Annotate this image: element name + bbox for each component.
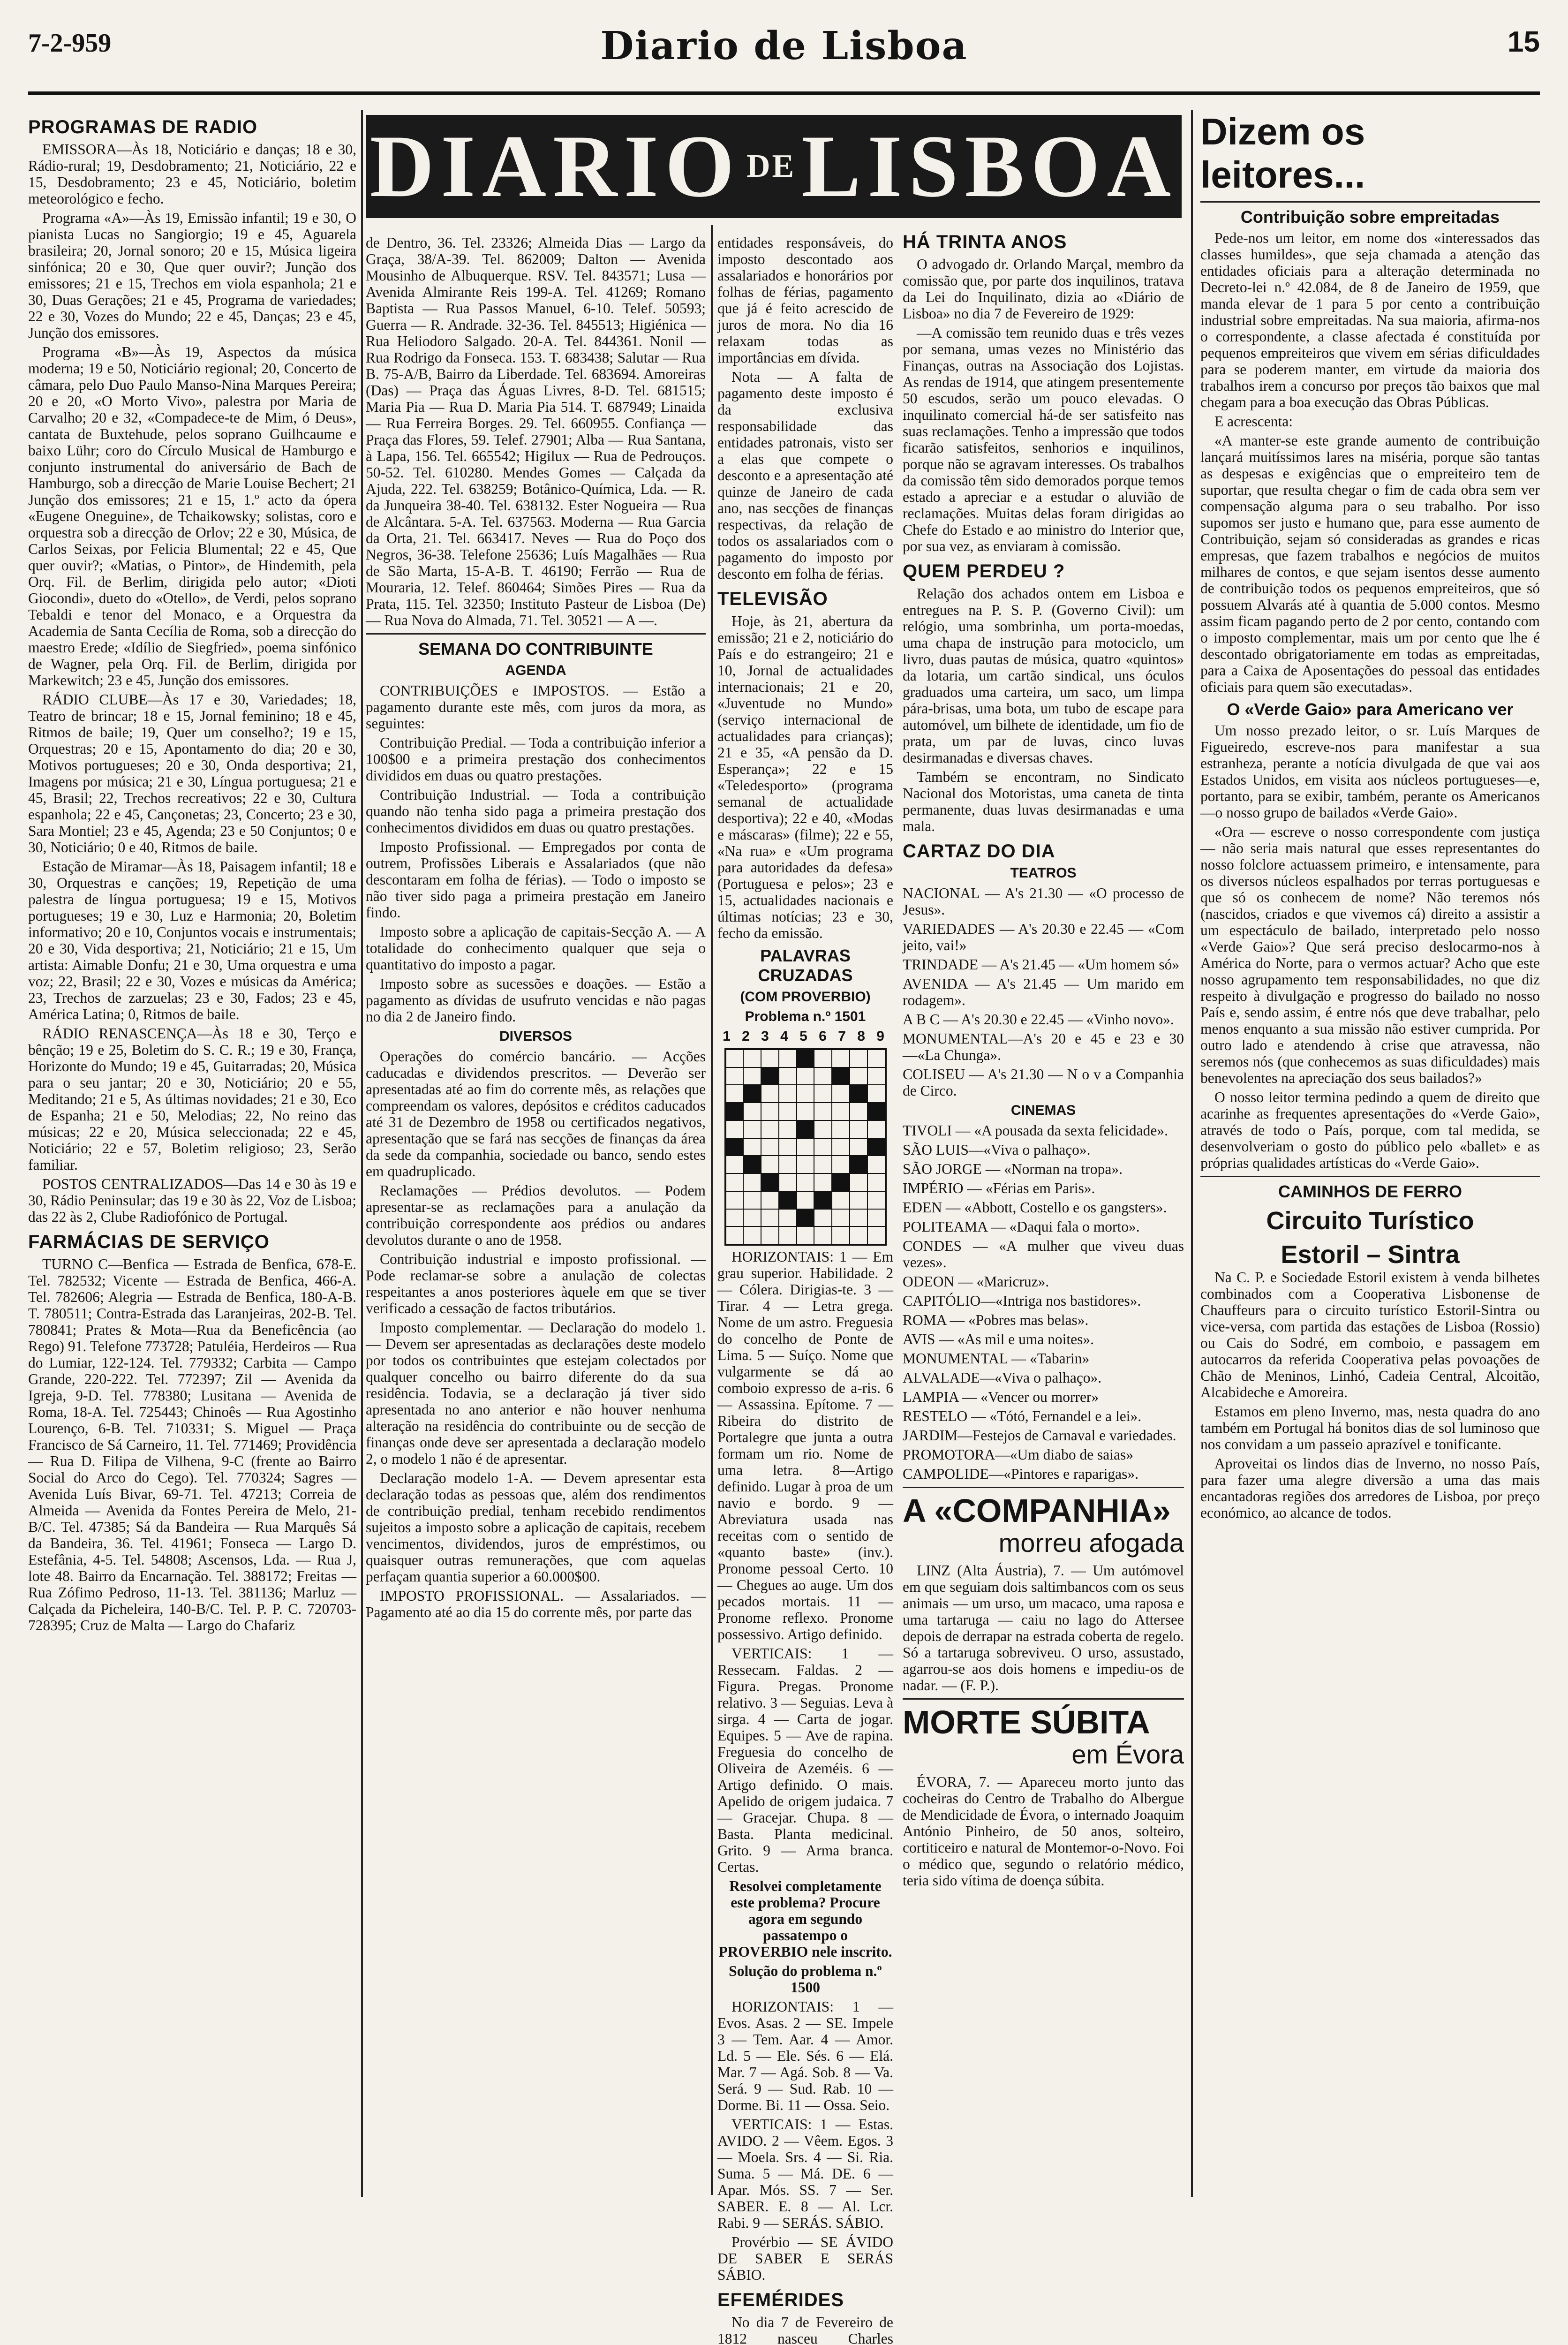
tax-paragraph: Contribuição Predial. — Toda a contribuição inferior a 100$00 e a primeira prestação dos conhecimentos divididos em duas ou quatro prestações. xyxy=(366,734,706,784)
crossword-cell xyxy=(726,1138,744,1156)
listing-cinema: CONDES — «A mulher que viveu duas vezes». xyxy=(903,1238,1184,1271)
crossword-grid xyxy=(724,1048,887,1246)
crossword-cell xyxy=(832,1226,850,1244)
crossword-cell xyxy=(743,1050,761,1067)
crossword-cell xyxy=(761,1085,779,1103)
tax-note: Nota — A falta de pagamento deste imposto é da exclusiva responsabilidade das entidades patronais, visto ser a elas que compete o desconto e a apresentação até quinze de Janeiro de cada ano, nas secções de finanças respectivas, da relação de todos os assalariados com o pagamento do imposto por desconto em folha de férias. xyxy=(717,369,893,582)
crossword-cell xyxy=(779,1050,797,1067)
crossword-cell xyxy=(743,1173,761,1191)
crossword-cell xyxy=(779,1226,797,1244)
listing-cinema: LAMPIA — «Vencer ou morrer» xyxy=(903,1389,1099,1405)
crossword-columns: 1 2 3 4 5 6 7 8 9 xyxy=(723,1029,888,1044)
crossword-cell xyxy=(743,1156,761,1173)
crossword-cell xyxy=(726,1156,744,1173)
crossword-cell xyxy=(867,1209,885,1227)
crossword-cell xyxy=(761,1067,779,1085)
column-divider xyxy=(1191,110,1193,2197)
crossword-solution-horizontals: HORIZONTAIS: 1 — Evos. Asas. 2 — SE. Impele 3 — Tem. Aar. 4 — Amor. Ld. 5 — Ele. Sés. 6 — Elá. Mar. 7 — Agá. Sob. 8 — Va. Será. 9 — Sud. Rab. 10 — Dorme. Bi. 11 — Ossa. Seio. xyxy=(717,1998,893,2113)
section-title-30-anos: HÁ TRINTA ANOS xyxy=(903,232,1067,252)
headline-morte-subita: MORTE SÚBITA xyxy=(903,1704,1150,1740)
listing-teatro: VARIEDADES — A's 20.30 e 22.45 — «Com jeito, vai!» xyxy=(903,921,1184,953)
section-title-dizem-leitores: Dizem os leitores... xyxy=(1200,111,1365,196)
tax-paragraph: CONTRIBUIÇÕES e IMPOSTOS. — Estão a pagamento durante este mês, com juros da mora, as seguintes: xyxy=(366,682,706,732)
listing-cinema: SÃO JORGE — «Norman na tropa». xyxy=(903,1161,1123,1177)
crossword-cell xyxy=(814,1173,832,1191)
train-paragraph: Aproveitai os lindos dias de Inverno, no nosso País, para fazer uma alegre diversão a uma das mais encantadoras regiões dos arredores de Lisboa, por preço económico, ao alcance de todos. xyxy=(1200,1455,1540,1521)
news-paragraph: Relação dos achados ontem em Lisboa e entregues na P. S. P. (Governo Civil): um relógio, uma sombrinha, um porta-moedas, uma chapa de instrução para motociclo, um livro, duas pautas de música, quatro «quintos» da lotaria, um cartão sindical, uns óculos graduados uma carteira, um saco, um limpa pára-brisas, uma bota, um tubo de escape para automóvel, um bilhete de identidade, um fio de prata, um par de luvas, cinco luvas desirmanadas e diversas chaves. xyxy=(903,585,1184,766)
crossword-cell xyxy=(743,1103,761,1120)
listing-cinema: ROMA — «Pobres mas belas». xyxy=(903,1312,1089,1328)
headline-companhia: A «COMPANHIA» xyxy=(903,1492,1171,1529)
page-date: 7-2-959 xyxy=(28,29,112,58)
divider xyxy=(903,1698,1184,1700)
crossword-cell xyxy=(743,1120,761,1138)
crossword-cell xyxy=(761,1120,779,1138)
radio-paragraph: RÁDIO CLUBE—Às 17 e 30, Variedades; 18, Teatro de brincar; 18 e 15, Jornal feminino; 18 e 45, Ritmos de baile; 19, Quer um conselho?; 19 e 15, Orquestras; 20 e 15, Apontamento do dia; 20 e 30, Motivos portugueses; 20 e 30, Onda desportiva; 21, Imagens por música; 21 e 30, Língua portuguesa; 21 e 45, Brasil; 22, Trechos recreativos; 22 e 30, Cultura espanhola; 22 e 45, Cançonetas; 23, Concerto; 23 e 30, Sara Montiel; 23 e 45, Agenda; 23 e 50 Conjuntos; 0 e 30, Noticiário; 0 e 40, Ritmos de baile. xyxy=(28,691,356,855)
crossword-solution-title: Solução do problema n.º 1500 xyxy=(729,1963,882,1996)
subheadline-companhia: morreu afogada xyxy=(998,1528,1184,1558)
logo-right: LISBOA xyxy=(801,117,1178,216)
section-title-pharmacies: FARMÁCIAS DE SERVIÇO xyxy=(28,1232,270,1252)
article-title-verde-gaio: O «Verde Gaio» para Americano ver xyxy=(1227,700,1514,719)
listing-cinema: PROMOTORA—«Um diabo de saias» xyxy=(903,1446,1134,1463)
crossword-cell xyxy=(814,1209,832,1227)
crossword-proverb: Provérbio — SE ÁVIDO DE SABER E SERÁS SÁBIO. xyxy=(717,2234,893,2283)
listing-teatro: AVENIDA — A's 21.45 — Um marido em rodagem». xyxy=(903,976,1184,1008)
crossword-cell xyxy=(797,1085,814,1103)
crossword-cell xyxy=(832,1050,850,1067)
crossword-cell xyxy=(761,1209,779,1227)
crossword-cell xyxy=(743,1138,761,1156)
crossword-cell xyxy=(743,1209,761,1227)
crossword-cell xyxy=(797,1138,814,1156)
listing-cinema: AVIS — «As mil e uma noites». xyxy=(903,1331,1094,1347)
crossword-cell xyxy=(850,1173,867,1191)
news-paragraph: O advogado dr. Orlando Marçal, membro da comissão que, por parte dos inquilinos, tratava da Lei do Inquilinato, dizia ao «Diário de Lisboa» no dia 7 de Fevereiro de 1929: xyxy=(903,256,1184,322)
tax-paragraph: Imposto sobre a aplicação de capitais-Secção A. — A totalidade do conhecimento qualquer que seja o quantitativo do imposto a pagar. xyxy=(366,923,706,973)
radio-paragraph: Estação de Miramar—Às 18, Paisagem infantil; 18 e 30, Orquestras e canções; 19, Repetição de uma palestra de língua portuguesa; 19 e 15, Motivos portugueses; 19 e 30, Luz e Harmonia; 20, Boletim informativo; 20 e 10, Conjuntos vocais e instrumentais; 20 e 30, Vida desportiva; 21, Noticiário; 21 e 15, Um artista: Aimable Donfu; 21 e 30, Uma orquestra e uma voz; 22, Brasil; 22 e 30, Vozes e músicas da América; 23, Trechos de zarzuelas; 23 e 30, Fados; 23 e 45, América Latina; 0, Ritmos de baile. xyxy=(28,858,356,1022)
crossword-cell xyxy=(832,1067,850,1085)
train-paragraph: Estamos em pleno Inverno, mas, nesta quadra do ano também em Portugal há bonitos dias de sol luminoso que nos convidam a um passeio aprazível e tonificante. xyxy=(1200,1403,1540,1452)
crossword-cell xyxy=(779,1138,797,1156)
crossword-cell xyxy=(814,1050,832,1067)
crossword-cell xyxy=(726,1103,744,1120)
listing-cinema: POLITEAMA — «Daqui fala o morto». xyxy=(903,1218,1140,1235)
crossword-cell xyxy=(726,1050,744,1067)
crossword-cell xyxy=(850,1120,867,1138)
crossword-cell xyxy=(797,1226,814,1244)
crossword-cell xyxy=(726,1120,744,1138)
listing-teatro: NACIONAL — A's 21.30 — «O processo de Jesus». xyxy=(903,885,1184,918)
letter-paragraph: «A manter-se este grande aumento de contribuição lançará muitíssimos lares na miséria, porque são tantas as despesas e exigências que o empreiteiro tem de suportar, que resulta chegar o fim de cada obra sem ver compensação alguma para o seu trabalho. Por isso supomos ser justo e humano que, para esse aumento de Contribuição, sejam só consideradas as grandes e ricas empresas, que fazem trabalhos e negócios de muitos milhares de contos, e que sejam isentos desse aumento de contribuição todos os pequenos empreiteiros, que só possuem Alvarás até à quantia de 5.000 contos. Mesmo assim ficam pagando perto de 2 por cento, contando com o imposto complementar, mais um por cento que lhe é descontado obrigatoriamente em todas as empreitadas, para a Caixa de Aposentações do pessoal das entidades oficiais para quem são executadas». xyxy=(1200,432,1540,695)
listing-cinema: ALVALADE—«Viva o palhaço». xyxy=(903,1369,1102,1386)
crossword-cell xyxy=(867,1067,885,1085)
crossword-cell xyxy=(761,1050,779,1067)
listing-cinema: EDEN — «Abbott, Costello e os gangsters». xyxy=(903,1199,1167,1216)
divider xyxy=(903,1487,1184,1488)
masthead: Diario de Lisboa xyxy=(600,23,968,68)
diversos-paragraph: IMPOSTO PROFISSIONAL. — Assalariados. — Pagamento até ao dia 15 do corrente mês, por parte das xyxy=(366,1588,706,1620)
column-radio-pharmacies xyxy=(28,110,356,1636)
crossword-cell xyxy=(832,1156,850,1173)
tax-paragraph: Imposto Profissional. — Empregados por conta de outrem, Profissões Liberais e Assalariados (que não descontaram em folha de férias). — Todo o imposto se não tiver sido paga a primeira prestação em Janeiro findo. xyxy=(366,839,706,921)
crossword-cell xyxy=(832,1120,850,1138)
crossword-cell xyxy=(797,1209,814,1227)
section-title-tv: TELEVISÃO xyxy=(717,589,828,609)
listing-cinema: JARDIM—Festejos de Carnaval e variedades. xyxy=(903,1427,1176,1444)
crossword-cell xyxy=(832,1085,850,1103)
crossword-cell xyxy=(779,1103,797,1120)
listing-teatro: COLISEU — A's 21.30 — N o v a Companhia de Circo. xyxy=(903,1066,1184,1099)
crossword-cell xyxy=(797,1103,814,1120)
subtitle-diversos: DIVERSOS xyxy=(499,1029,573,1044)
crossword-cell xyxy=(779,1120,797,1138)
radio-paragraph: Programa «B»—Às 19, Aspectos da música moderna; 19 e 50, Noticiário regional; 20, Concerto de câmara, pelo Duo Paulo Manso-Nina Marques Pereira; 20 e 20, «O Morto Vivo», palestra por Maria de Carvalho; 20 e 32, «Compadece-te de Mim, ó Deus», cantata de Buxtehude, pelos soprano Guilhcaume e baixo Lühr; coro do Círculo Musical de Hamburgo e conjunto instrumental do aniversário de Bach de Hamburgo, sob a direcção de Marie Louise Bechert; 21 Junção dos emissores; 21 e 15, 1.º acto da ópera «Eugene Oneguine», de Tchaikowsky; solistas, coro e orquestra sob a direcção de Orlov; 22 e 30, Música, de Carlos Seixas, por Felicia Blumental; 22 e 45, Que quer ouvir?; «Matias, o Pintor», de Hindemith, pela Orq. Fil. de Berlim, dirigida pelo autor; «Dioti Giocondi», dueto do «Otello», de Verdi, pelos soprano Tebaldi e tenor del Monaco, e a Orquestra da Academia de Santa Cecília de Roma, sob a direcção do maestro Erede; «Idílio de Siegfried», poema sinfónico de Wagner, pela Orq. Fil. de Berlim, dirigida por Markewitch; 23 e 45, Junção dos emissores. xyxy=(28,344,356,688)
tax-paragraph: Imposto sobre as sucessões e doações. — Estão a pagamento as dívidas de usufruto vencidas e não pagas no dia 2 de Janeiro findo. xyxy=(366,976,706,1025)
crossword-cell xyxy=(832,1138,850,1156)
section-title-cartaz: CARTAZ DO DIA xyxy=(903,841,1055,862)
section-title-caminhos-ferro: CAMINHOS DE FERRO xyxy=(1278,1182,1462,1201)
crossword-cell xyxy=(867,1226,885,1244)
listing-cinema: SÃO LUIS—«Viva o palhaço». xyxy=(903,1142,1091,1158)
page-number: 15 xyxy=(1508,26,1540,58)
newspaper-logo xyxy=(366,115,1182,218)
crossword-cell xyxy=(814,1138,832,1156)
subtitle-agenda: AGENDA xyxy=(505,663,566,678)
crossword-cell xyxy=(814,1085,832,1103)
crossword-title: PALAVRAS CRUZADAS xyxy=(758,946,853,985)
crossword-cell xyxy=(779,1085,797,1103)
crossword-cell xyxy=(850,1156,867,1173)
news-paragraph: Também se encontram, no Sindicato Nacional dos Motoristas, uma caneta de tinta permanente, duas luvas desirmanadas e uma mala. xyxy=(903,769,1184,834)
subtitle-cinemas: CINEMAS xyxy=(1010,1103,1076,1118)
crossword-cell xyxy=(850,1138,867,1156)
letter-paragraph: «Ora — escreve o nosso correspondente com justiça — não seria mais natural que esses representantes do nosso folclore actuassem primeiro, e intensamente, para os diversos núcleos espalhados por terras portuguesas e que só os conhecem de nome? Não teremos nós (nascidos, criados e que vivemos cá) direito a assistir a um espectáculo de bailado, interpretado pelo nosso «Verde Gaio»? Que será preciso deslocarmo-nos à América do Norte, para o vermos actuar? Acho que este nosso agrupamento tem responsabilidades, no que diz respeito à divulgação e progresso do bailado no nosso País e, sendo assim, é entre nós que deve trabalhar, pelo menos enquanto a sua missão não estiver cumprida. Por outro lado e atendendo à crise que atravessa, não seremos nós (que conhecemos as suas dificuldades) mais benevolentes na apreciação dos seus bailados?» xyxy=(1200,824,1540,1086)
listing-cinema: MONUMENTAL — «Tabarin» xyxy=(903,1350,1090,1367)
divider xyxy=(1200,1176,1540,1177)
crossword-cell xyxy=(814,1067,832,1085)
listing-cinema: CAMPOLIDE—«Pintores e raparigas». xyxy=(903,1466,1139,1482)
crossword-cell xyxy=(850,1209,867,1227)
crossword-cell xyxy=(867,1138,885,1156)
crossword-cell xyxy=(867,1085,885,1103)
crossword-cell xyxy=(726,1067,744,1085)
tax-continued: entidades responsáveis, do imposto descontado aos assalariados e honorários por folhas de férias, pagamento que já é feito acrescido de juros de mora. No dia 16 relaxam todas as importâncias em dívida. xyxy=(717,234,893,366)
column-tv-crossword xyxy=(717,234,893,2345)
crossword-cell xyxy=(797,1156,814,1173)
crossword-solution-verticals: VERTICAIS: 1 — Estas. AVIDO. 2 — Vêem. Egos. 3 — Moela. Srs. 4 — Si. Ria. Suma. 5 — Má. DE. 6 — Apar. Mós. SS. 7 — Ser. SABER. E. 8 — Al. Lcr. Rabi. 9 — SERÁS. SÁBIO. xyxy=(717,2116,893,2231)
crossword-cell xyxy=(743,1226,761,1244)
crossword-cell xyxy=(743,1191,761,1209)
pharmacies-paragraph: TURNO C—Benfica — Estrada de Benfica, 678-E. Tel. 782532; Vicente — Estrada de Benfica, 466-A. Tel. 782606; Alegria — Estrada de Benfica, 180-A-B. T. 780511; Contra-Estrada das Laranjeiras, 202-B. Tel. 780841; Prates & Mota—Rua da Beneficência (ao Rego) 91. Telefone 773728; Patuléia, Herdeiros — Rua do Lumiar, 122-124. Tel. 779332; Carbita — Campo Grande, 220-222. Tel. 772397; Zil — Avenida da Igreja, 9-D. Tel. 778380; Lusitana — Avenida de Roma, 18-A. Tel. 725443; Chinoês — Rua Agostinho Lourenço, 6-B. Tel. 710331; S. Miguel — Praça Francisco de Sá Carneiro, 11. Tel. 771469; Providência — Rua D. Filipa de Vilhena, 9-C (frente ao Bairro Social do Arco do Cego). Tel. 770324; Sagres — Avenida Luís Bivar, 69-71. Tel. 47213; Correia de Almeida — Avenida da Fontes Pereira de Melo, 21-B/C. Tel. 47385; Sá da Bandeira — Rua Marquês Sá da Bandeira, 36. Tel. 41961; Fonseca — Largo D. Estefânia, 4-5. Tel. 54808; Ascensos, Lda. — Rua J, lote 48. Bairro da Encarnação. Tel. 388172; Freitas — Rua Zófimo Pedroso, 11-13. Tel. 381136; Marluz — Calçada da Picheleira, 140-B/C. Tel. P. P. C. 720703-728395; Cruz de Malta — Largo do Chafariz xyxy=(28,1256,356,1634)
efemerides-paragraph: No dia 7 de Fevereiro de 1812 nasceu Charles xyxy=(717,2314,893,2345)
crossword-cell xyxy=(850,1085,867,1103)
section-title-contribuinte: SEMANA DO CONTRIBUINTE xyxy=(418,639,653,658)
radio-paragraph: EMISSORA—Às 18, Noticiário e danças; 18 e 30, Rádio-rural; 19, Desdobramento; 21, Noticiário, 22 e 15, Desdobramento; 23 e 45, Noticiário, boletim meteorológico e fecho. xyxy=(28,141,356,207)
logo-de: DE xyxy=(746,148,796,184)
crossword-cell xyxy=(779,1209,797,1227)
pharmacies-continued: de Dentro, 36. Tel. 23326; Almeida Dias — Largo da Graça, 38/A-39. Tel. 862009; Dalton — Avenida Mousinho de Albuquerque. RSV. Tel. 843571; Lusa — Avenida Almirante Reis 199-A. Tel. 41269; Romano Baptista — Rua Passos Manuel, 6-10. Telef. 50593; Guerra — R. Andrade. 32-36. Tel. 845513; Higiénica — Rua Heliodoro Salgado. 20-A. Tel. 844361. Nonil — Rua Rodrigo da Fonseca. 153. T. 683438; Salutar — Rua B. 75-A/B, Bairro da Liberdade. Tel. 683694. Amoreiras (Das) — Praça das Águas Livres, 8-D. Tel. 681515; Maria Pia — Rua D. Maria Pia 514. T. 687949; Linaida — Rua Ferreira Borges. 29. Tel. 660955. Confiança — Praça das Flores, 59. Telef. 27901; Alba — Rua Santana, à Lapa, 156. Tel. 665542; Higilux — Rua de Pedrouços. 50-52. Tel. 610280. Mendes Gomes — Calçada da Ajuda, 222. Tel. 638259; Botânico-Química, Lda. — R. da Junqueira 38-40. Tel. 638132. Ester Nogueira — Rua de Alcântara. 5-A. Tel. 637563. Moderna — Rua Garcia da Orta, 21. Tel. 663417. Neves — Rua do Poço dos Negros, 36-38. Telefone 25636; Luís Magalhães — Rua de São Marta, 15-A-B. T. 46190; Ferrão — Rua de Mouraria, 12. Telef. 860464; Simões Pires — Rua da Prata, 115. Tel. 32350; Instituto Pasteur de Lisboa (De) — Rua Nova do Almada, 71. Tel. 30521 — A —. xyxy=(366,234,706,628)
tax-paragraph: Contribuição Industrial. — Toda a contribuição quando não tenha sido paga a primeira prestação dos conhecimentos divididos em duas ou quatro prestações. xyxy=(366,787,706,836)
crossword-cell xyxy=(726,1191,744,1209)
crossword-cell xyxy=(867,1050,885,1067)
listing-teatro: MONUMENTAL—A's 20 e 45 e 23 e 30—«La Chunga». xyxy=(903,1030,1184,1063)
column-news xyxy=(903,225,1184,1891)
crossword-cell xyxy=(726,1209,744,1227)
crossword-subtitle: (COM PROVERBIO) xyxy=(740,989,871,1005)
listing-cinema: TIVOLI — «A pousada da sexta felicidade». xyxy=(903,1122,1168,1139)
crossword-cell xyxy=(814,1191,832,1209)
column-leitores xyxy=(1200,110,1540,1524)
crossword-cell xyxy=(867,1156,885,1173)
news-paragraph: LINZ (Alta Áustria), 7. — Um autómovel em que seguiam dois saltimbancos com os seus animais — um urso, um macaco, uma raposa e uma tartaruga — caiu no lago do Attersee depois de derrapar na estrada coberta de regelo. Só a tartaruga sobreviveu. O urso, assustado, agarrou-se aos dois homens e impediu-os de nadar. — (F. P.). xyxy=(903,1562,1184,1694)
section-title-efemerides: EFEMÉRIDES xyxy=(717,2290,844,2310)
crossword-cell xyxy=(761,1191,779,1209)
crossword-cell xyxy=(814,1103,832,1120)
letter-paragraph: Pede-nos um leitor, em nome dos «interessados das classes humildes», que seja chamada a atenção das entidades oficiais para a alteração determinada no Decreto-lei n.º 42.084, de 8 de Janeiro de 1959, que manda elevar de 1 para 5 por cento a contribuição industrial sobre empreitadas. Na sua maioria, afirma-nos o correspondente, a classe afectada é constituída por pequenos empreiteiros que vivem em sérias dificuldades para se poderem manter, em virtude da maioria dos trabalhos irem a concurso por preços tão baixos que mal chegam para a boa execução das Obras Públicas. xyxy=(1200,230,1540,410)
crossword-verticals: VERTICAIS: 1 — Ressecam. Faldas. 2 — Figura. Pregas. Pronome relativo. 3 — Seguias. Leva à sirga. 4 — Carta de jogar. Equipes. 5 — Ave de rapina. Freguesia do concelho de Oliveira de Azeméis. 6 — Artigo definido. O mais. Apelido de origem judaica. 7 — Gracejar. Chupa. 8 — Basta. Planta medicinal. Grito. 9 — Arma branca. Certas. xyxy=(717,1645,893,1875)
letter-paragraph: E acrescenta: xyxy=(1214,413,1293,430)
crossword-cell xyxy=(814,1156,832,1173)
diversos-paragraph: Imposto complementar. — Declaração do modelo 1. — Devem ser apresentadas as declarações deste modelo por todos os contribuintes que estejam colectados por qualquer concelho ou bairro diferente do da sua residência. Todavia, se a declaração já tiver sido apresentada no ano anterior e não houver nenhuma alteração na residência do contribuinte ou de secção de finanças onde deve ser apresentada a declaração modelo 2, o modelo 1 não é de apresentar. xyxy=(366,1319,706,1467)
headline-circuito: Circuito Turístico xyxy=(1266,1207,1474,1235)
crossword-horizontals: HORIZONTAIS: 1 — Em grau superior. Habilidade. 2 — Cólera. Dirigias-te. 3 — Tirar. 4 — Letra grega. Nome de um astro. Freguesia do concelho de Ponte de Lima. 5 — Suíço. Nome que vulgarmente se dá ao comboio expresso de a-ris. 6 — Assassina. Epítome. 7 — Ribeira do distrito de Portalegre que junta a outra formam um rio. Nome de uma letra. 8—Artigo definido. Lugar à proa de um navio e bordo. 9 — Abreviatura usada nas receitas com o sentido de «quanto baste» (inv.). Pronome pessoal Certo. 10 — Chegues ao auge. Um dos pecados mortais. 11 — Pronome reflexo. Pronome possessivo. Artigo definido. xyxy=(717,1248,893,1642)
crossword-cell xyxy=(850,1103,867,1120)
crossword-cell xyxy=(761,1156,779,1173)
article-title-contribuicao: Contribuição sobre empreitadas xyxy=(1240,207,1500,227)
crossword-cell xyxy=(832,1173,850,1191)
crossword-cell xyxy=(761,1138,779,1156)
crossword-cell xyxy=(850,1067,867,1085)
listing-teatro: A B C — A's 20.30 e 22.45 — «Vinho novo». xyxy=(903,1011,1174,1028)
crossword-cell xyxy=(779,1156,797,1173)
diversos-paragraph: Reclamações — Prédios devolutos. — Podem apresentar-se as reclamações para a anulação da contribuição correspondente aos prédios ou andares devolutos durante o ano de 1958. xyxy=(366,1182,706,1248)
subtitle-teatros: TEATROS xyxy=(1010,865,1077,881)
listing-cinema: RESTELO — «Tótó, Fernandel e a lei». xyxy=(903,1408,1142,1424)
column-contribuinte xyxy=(366,234,706,1623)
column-divider xyxy=(361,110,363,2197)
crossword-cell xyxy=(726,1226,744,1244)
subheadline-morte-subita: em Évora xyxy=(1071,1740,1184,1769)
crossword-cell xyxy=(761,1173,779,1191)
listing-cinema: CAPITÓLIO—«Intriga nos bastidores». xyxy=(903,1293,1141,1309)
diversos-paragraph: Contribuição industrial e imposto profissional. — Pode reclamar-se sobre a anulação de colectas respeitantes a anos posteriores àquele em que se tiver verificado a cessação de factos tributários. xyxy=(366,1251,706,1316)
crossword-cell xyxy=(850,1226,867,1244)
crossword-cell xyxy=(779,1173,797,1191)
listing-teatro: TRINDADE — A's 21.45 — «Um homem só» xyxy=(903,956,1180,973)
train-paragraph: Na C. P. e Sociedade Estoril existem à venda bilhetes combinados com a Cooperativa Lisbonense de Chauffeurs para o circuito turístico Estoril-Sintra ou vice-versa, com partida das estações de Lisboa (Rossio) ou Cais do Sodré, em comboio, e passagem em autocarros da referida Cooperativa pelas povoações de Chão de Meninos, Linhó, Cadeia Central, Alcoitão, Alcabideche e Amoreira. xyxy=(1200,1269,1540,1400)
crossword-cell xyxy=(726,1085,744,1103)
crossword-cell xyxy=(867,1120,885,1138)
headline-estoril-sintra: Estoril – Sintra xyxy=(1281,1241,1460,1269)
crossword-number: Problema n.º 1501 xyxy=(745,1009,866,1024)
news-paragraph: —A comissão tem reunido duas e três vezes por semana, umas vezes no Ministério das Finanças, outras na Associação dos Lojistas. As rendas de 1914, que atingem presentemente 50 escudos, serão um pouco elevadas. O inquilinato comercial há-de ser satisfeito nas suas reclamações. Tenho a impressão que todos ficarão satisfeitos, senhorios e inquilinos, porque não se agravam interesses. Os trabalhos da comissão têm sido demorados porque temos estado a apreciar e a estudar o aluvião de reclamações. Muitas delas foram dirigidas ao Chefe do Estado e ao ministro do Interior que, por sua vez, as enviaram à comissão. xyxy=(903,325,1184,554)
crossword-cell xyxy=(814,1120,832,1138)
crossword-cell xyxy=(797,1050,814,1067)
crossword-cell xyxy=(761,1103,779,1120)
crossword-cell xyxy=(743,1067,761,1085)
crossword-cell xyxy=(832,1191,850,1209)
radio-paragraph: RÁDIO RENASCENÇA—Às 18 e 30, Terço e bênção; 19 e 25, Boletim do S. C. R.; 19 e 30, França, Horizonte do Mundo; 19 e 45, Guitarradas; 20, Música para o seu jantar; 20 e 30, Noticiário; 20 e 55, Meditando; 21 e 5, As últimas novidades; 21 e 30, Eco de Espanha; 21 e 50, Melodias; 22, No reino das músicas; 22 e 20, Música seleccionada; 22 e 45, Noticiário; 22 e 57, Boletim religioso; 23, Serão familiar. xyxy=(28,1025,356,1173)
letter-paragraph: O nosso leitor termina pedindo a quem de direito que acarinhe as frequentes apresentações do «Verde Gaio», através de todo o País, porque, com tal medida, se desenvolveriam o gosto do público pelo «ballet» e as próprias qualidades artísticas do «Verde Gaio». xyxy=(1200,1089,1540,1171)
tv-paragraph: Hoje, às 21, abertura da emissão; 21 e 2, noticiário do País e do estrangeiro; 21 e 10, Jornal de actualidades internacionais; 21 e 20, «Juventude no Mundo» (serviço internacional de actualidades para crianças); 21 e 35, «A pensão da D. Esperança»; 22 e 15 «Teledesporto» (programa semanal de actualidade desportiva); 22 e 40, «Modas e máscaras» (filme); 22 e 55, «Na rua» e «Um programa para autoridades da defesa» (Portuguesa e pelos»; 23 e 15, actualidades nacionais e últimas notícias; 23 e 30, fecho da emissão. xyxy=(717,613,893,941)
crossword-cell xyxy=(797,1191,814,1209)
crossword-cell xyxy=(850,1050,867,1067)
crossword-cell xyxy=(814,1226,832,1244)
crossword-cell xyxy=(797,1067,814,1085)
listing-cinema: ODEON — «Maricruz». xyxy=(903,1273,1049,1290)
crossword-cell xyxy=(797,1120,814,1138)
divider xyxy=(1200,201,1540,203)
listing-cinema: IMPÉRIO — «Férias em Paris». xyxy=(903,1180,1095,1196)
crossword-cell xyxy=(867,1103,885,1120)
column-divider xyxy=(711,225,713,2195)
logo-left: DIARIO xyxy=(369,117,741,216)
diversos-paragraph: Operações do comércio bancário. — Acções caducadas e dividendos prescritos. — Deverão ser apresentadas até ao fim do corrente mês, as relações que compreendam os valores, depósitos e créditos caducados até 31 de Dezembro de 1958 ou certificados negativos, apresentação que se fará nas secções de finanças da área da sede da companhia, sociedade ou banco, sendo estes em quadruplicado. xyxy=(366,1048,706,1180)
crossword-cell xyxy=(761,1226,779,1244)
crossword-cell xyxy=(832,1209,850,1227)
section-title-quem-perdeu: QUEM PERDEU ? xyxy=(903,561,1065,582)
crossword-cell xyxy=(779,1067,797,1085)
crossword-cell xyxy=(850,1191,867,1209)
news-paragraph: ÉVORA, 7. — Apareceu morto junto das cocheiras do Centro de Trabalho do Albergue de Mendicidade de Évora, o internado Joaquim António Pinheiro, de 50 anos, solteiro, cortiticeiro e natural de Montemor-o-Novo. Foi o médico que, segundo o relatório médico, teria sido vítima de doença súbita. xyxy=(903,1774,1184,1889)
divider xyxy=(366,633,706,635)
section-title-radio: PROGRAMAS DE RADIO xyxy=(28,117,258,137)
header-rule xyxy=(28,91,1540,95)
crossword-challenge: Resolvei completamente este problema? Procure agora em segundo passatempo o PROVERBIO nele inscrito. xyxy=(718,1878,892,1960)
crossword-cell xyxy=(726,1173,744,1191)
crossword-cell xyxy=(797,1173,814,1191)
crossword-cell xyxy=(867,1173,885,1191)
page-header xyxy=(28,23,1540,98)
diversos-paragraph: Declaração modelo 1-A. — Devem apresentar esta declaração todas as pessoas que, além dos rendimentos de contribuição predial, tenham recebido rendimentos sujeitos a imposto sobre a aplicação de capitais, recebem vencimentos, dividendos, juros de empréstimos, ou quaisquer outras remunerações, que com aquelas perfaçam quantia superior a 60.000$00. xyxy=(366,1470,706,1585)
letter-paragraph: Um nosso prezado leitor, o sr. Luís Marques de Figueiredo, escreve-nos para manifestar a sua estranheza, perante a notícia divulgada de que vai aos Estados Unidos, em visita aos núcleos portugueses—e, portanto, para se exibir, também, perante os Americanos—o nosso grupo de bailados «Verde Gaio». xyxy=(1200,722,1540,821)
radio-paragraph: POSTOS CENTRALIZADOS—Das 14 e 30 às 19 e 30, Rádio Peninsular; das 19 e 30 às 22, Voz de Lisboa; das 22 às 2, Clube Radiofónico de Portugal. xyxy=(28,1176,356,1225)
crossword-cell xyxy=(832,1103,850,1120)
crossword-cell xyxy=(743,1085,761,1103)
crossword-cell xyxy=(779,1191,797,1209)
radio-paragraph: Programa «A»—Às 19, Emissão infantil; 19 e 30, O pianista Lucas no Sangiorgio; 19 e 45, Aguarela brasileira; 20, Jornal sonoro; 20 e 15, Música ligeira sinfónica; 20 e 30, Que quer ouvir?; Junção dos emissores; 21 e 15, Trechos em viola espanhola; 21 e 30, Duas Gerações; 21 e 45, Programa de variedades; 22 e 30, Vozes do Mundo; 22 e 45, Danças; 23 e 45, Junção dos emissores. xyxy=(28,210,356,341)
crossword-cell xyxy=(867,1191,885,1209)
